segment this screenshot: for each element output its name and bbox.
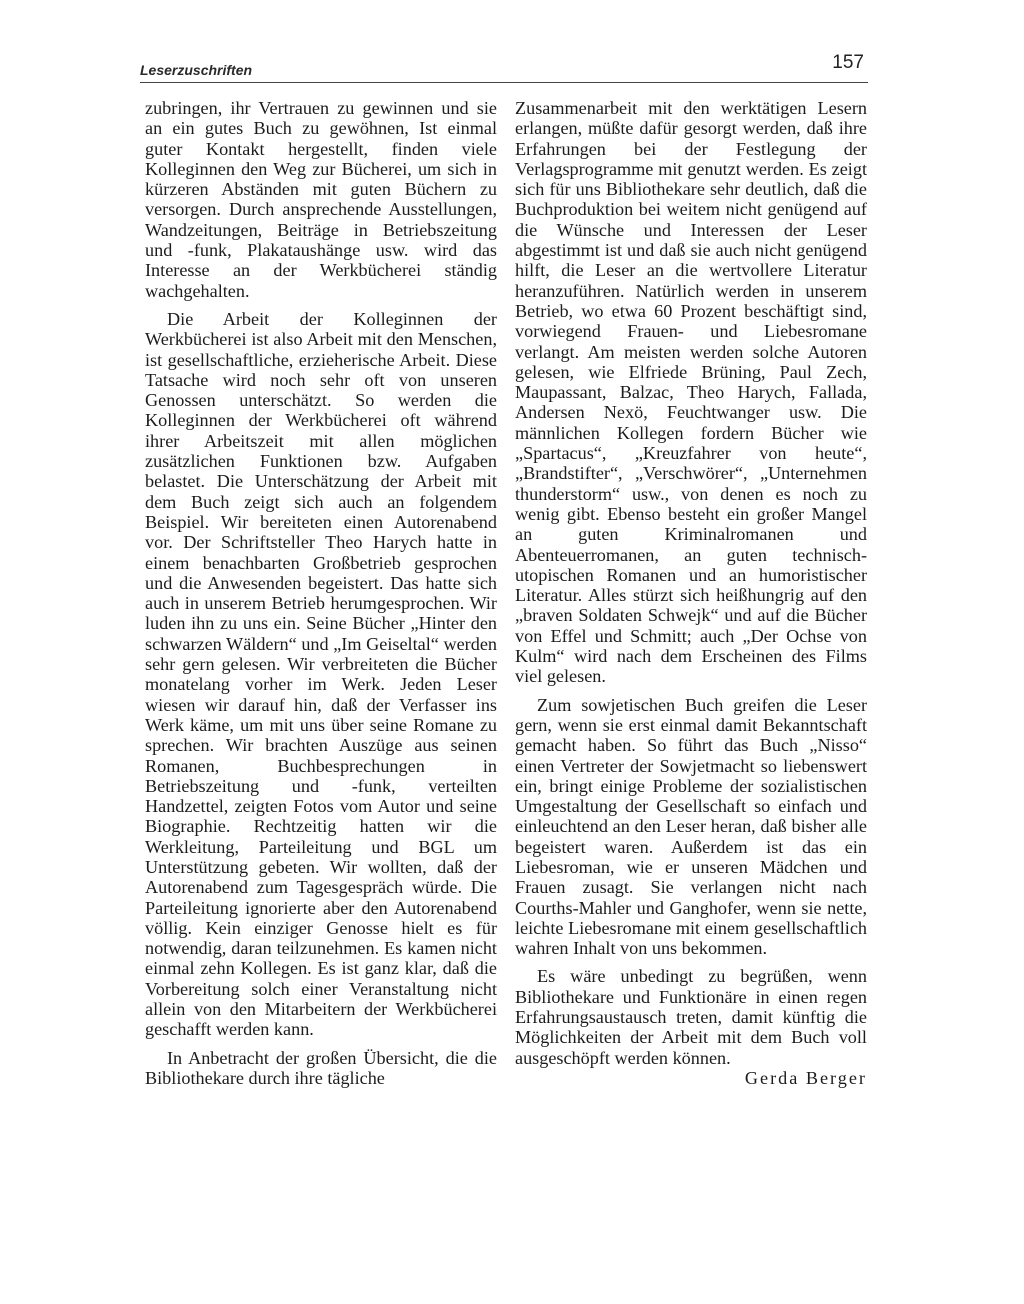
- author-signature: Gerda Berger: [744, 1067, 867, 1088]
- header-rule: [140, 82, 868, 83]
- page-header: [140, 52, 876, 82]
- left-column: [145, 98, 497, 1096]
- paragraph-text: Es wäre unbedingt zu begrüßen, wenn Bibliothekare und Funktionäre in einen regen Erfahrungsaustausch treten, damit künftig die Möglichkeiten der Arbeit mit dem Buch voll ausgeschöpft werden können.: [515, 966, 867, 1068]
- paragraph: [515, 966, 867, 1088]
- right-column: [515, 98, 867, 1096]
- page-number: 157: [832, 52, 864, 73]
- paragraph: Zusammenarbeit mit den werktätigen Lesern erlangen, müßte dafür gesorgt werden, daß ihre Erfahrungen bei der Festlegung der Verlagsprogramme mit genutzt werden. Es zeigt sich für uns Bibliothekare sehr deutlich, daß die Buchproduktion bei weitem nicht genügend auf die Wünsche und Interessen der Leser abgestimmt ist und daß sie auch nicht genügend hilft, die Leser an die wertvollere Literatur heranzuführen. Natürlich werden in unserem Betrieb, wo etwa 60 Prozent beschäftigt sind, vorwiegend Frauen- und Liebesromane verlangt. Am meisten werden solche Autoren gelesen, wie Elfriede Brüning, Paul Zech, Maupassant, Balzac, Theo Harych, Fallada, Andersen Nexö, Feuchtwanger usw. Die männlichen Kollegen fordern Bücher wie „Spartacus“, „Kreuzfahrer von heute“, „Brandstifter“, „Verschwörer“, „Unternehmen thunderstorm“ usw., von denen es noch zu wenig gibt. Ebenso besteht ein großer Mangel an guten Kriminalromanen und Abenteuerromanen, an guten technisch-utopischen Romanen und an humoristischer Literatur. Alles stürzt sich heißhungrig auf den „braven Soldaten Schwejk“ und auf die Bücher von Effel und Schmitt; auch „Der Ochse von Kulm“ wird nach dem Erscheinen des Films viel gelesen.: [515, 98, 867, 687]
- paragraph: In Anbetracht der großen Übersicht, die die Bibliothekare durch ihre tägliche: [145, 1047, 497, 1088]
- running-head: Leserzuschriften: [140, 62, 253, 78]
- paragraph: Zum sowjetischen Buch greifen die Leser gern, wenn sie erst einmal damit Bekanntschaft gemacht haben. So führt das Buch „Nisso“ einen Vertreter der Sowjetmacht so liebenswert ein, bringt einige Probleme der sozialistischen Umgestaltung der Gesellschaft so einfach und einleuchtend an den Leser heran, daß bisher alle begeistert waren. Außerdem ist das ein Liebesroman, wie er unseren Mädchen und Frauen zusagt. Sie verlangen nicht nach Courths-Mahler und Ganghofer, wenn sie nette, leichte Liebesromane mit einem gesellschaftlich wahren Inhalt von uns bekommen.: [515, 694, 867, 959]
- paragraph: zubringen, ihr Vertrauen zu gewinnen und sie an ein gutes Buch zu gewöhnen, Ist einmal guter Kontakt hergestellt, finden viele Kolleginnen den Weg zur Bücherei, um sich in kürzeren Abständen mit guten Büchern zu versorgen. Durch ansprechende Ausstellungen, Wandzeitungen, Beiträge in Betriebszeitung und -funk, Plakataushänge usw. wird das Interesse an der Werkbücherei ständig wachgehalten.: [145, 98, 497, 301]
- paragraph: Die Arbeit der Kolleginnen der Werkbücherei ist also Arbeit mit den Menschen, ist gesellschaftliche, erzieherische Arbeit. Diese Tatsache wird noch sehr oft von unseren Genossen unterschätzt. So werden die Kolleginnen der Werkbücherei oft während ihrer Arbeitszeit mit allen möglichen zusätzlichen Funktionen bzw. Aufgaben belastet. Die Unterschätzung der Arbeit mit dem Buch zeigt sich auch an folgendem Beispiel. Wir bereiteten einen Autorenabend vor. Der Schriftsteller Theo Harych hatte in einem benachbarten Großbetrieb gesprochen und die Anwesenden begeistert. Das hatte sich auch in unserem Betrieb herumgesprochen. Wir luden ihn zu uns ein. Seine Bücher „Hinter den schwarzen Wäldern“ und „Im Geiseltal“ werden sehr gern gelesen. Wir verbreiteten die Bücher monatelang vorher im Werk. Jeden Leser wiesen wir darauf hin, daß der Verfasser ins Werk käme, um mit uns über seine Romane zu sprechen. Wir brachten Auszüge aus seinen Romanen, Buchbesprechungen in Betriebszeitung und -funk, verteilten Handzettel, zeigten Fotos vom Autor und seine Biographie. Rechtzeitig hatten wir die Werkleitung, Parteileitung und BGL um Unterstützung gebeten. Wir wollten, daß der Autorenabend zum Tagesgespräch würde. Die Parteileitung ignorierte aber den Autorenabend völlig. Kein einziger Genosse hielt es für notwendig, daran teilzunehmen. Es kamen nicht einmal zehn Kollegen. Es ist ganz klar, daß die Vorbereitung solch einer Veranstaltung nicht allein von den Mitarbeitern der Werkbücherei geschafft werden kann.: [145, 308, 497, 1040]
